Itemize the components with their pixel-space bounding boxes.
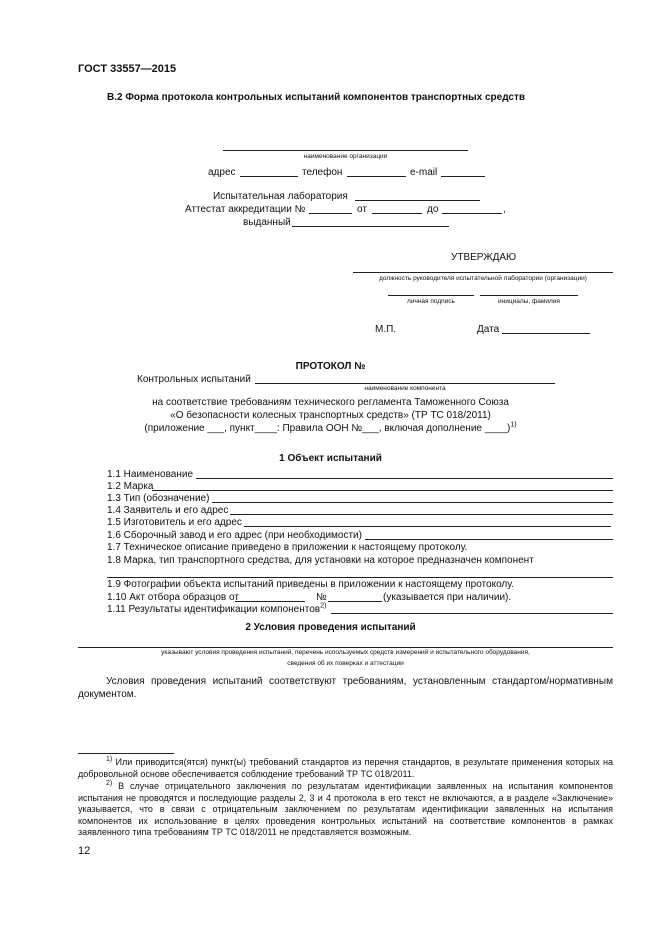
item-1-2: 1.2 Марка — [107, 481, 154, 492]
date-line — [502, 333, 590, 334]
issued-label: выданный — [243, 217, 291, 228]
footnote-ref-2: 2) — [320, 602, 327, 610]
compliance-line-3-text: (приложение ___, пункт____: Правила ООН №___, включая дополнение ____) — [144, 423, 511, 434]
item-1-10-number-line — [328, 601, 382, 602]
item-1-1-line — [196, 478, 613, 479]
issued-line — [292, 226, 449, 227]
item-1-10-date-line — [235, 601, 305, 602]
email-label: e-mail — [410, 167, 438, 178]
item-1-8-line — [107, 577, 613, 578]
footnote-1-marker: 1) — [106, 756, 113, 763]
signature-caption: личная подпись — [407, 298, 455, 305]
date-label: Дата — [477, 324, 500, 335]
item-1-5: 1.5 Изготовитель и его адрес — [107, 517, 242, 528]
footnote-1 — [78, 757, 613, 780]
item-1-5-line — [244, 526, 611, 527]
address-line — [240, 176, 298, 177]
item-1-7: 1.7 Техническое описание приведено в приложении к настоящему протоколу. — [107, 542, 468, 553]
item-1-11-line — [331, 613, 613, 614]
section-1-title: 1 Объект испытаний — [279, 453, 382, 464]
org-name-line — [223, 150, 468, 151]
protocol-title: ПРОТОКОЛ № — [295, 361, 366, 372]
signature-line — [388, 295, 474, 296]
item-1-10: 1.10 Акт отбора образцов от — [107, 592, 239, 603]
footnote-ref-1: 1) — [510, 421, 517, 429]
conditions-line — [78, 647, 613, 648]
approval-title: УТВЕРЖДАЮ — [451, 252, 517, 263]
phone-label: телефон — [302, 167, 343, 178]
item-1-4-line — [230, 514, 613, 515]
phone-line — [347, 176, 406, 177]
footnote-2-text: В случае отрицательного заключения по результатам идентификации заявленных на испытания компонентов испытания не проводятся и последующие разделы 2, 3 и 4 протокола в его текст не включаются, а в разделе «Заключение» указывается, что в связи с отрицательным заключением по результатам идентификации заявленных на испытания компонентов их использование в целях проведения контрольных испытаний на соответствие компонентов в рамках заявленного типа требованиям ТР ТС 018/2011 не представляется возможным. — [78, 781, 613, 837]
item-1-2-line — [152, 490, 613, 491]
item-1-6: 1.6 Сборочный завод и его адрес (при необходимости) — [107, 530, 362, 541]
item-1-3: 1.3 Тип (обозначение) — [107, 493, 210, 504]
email-line — [441, 176, 485, 177]
item-1-6-line — [365, 539, 613, 540]
tests-label: Контрольных испытаний — [137, 374, 251, 385]
component-caption: наименование компонента — [364, 385, 446, 392]
item-1-8: 1.8 Марка, тип транспортного средства, для установки на которое предназначен компонент — [107, 555, 534, 566]
address-label: адрес — [208, 167, 236, 178]
item-1-4: 1.4 Заявитель и его адрес — [107, 505, 229, 516]
accreditation-to-label: до — [427, 204, 439, 215]
page-number: 12 — [78, 845, 91, 857]
item-1-10-number-label: № — [316, 592, 327, 603]
item-1-9: 1.9 Фотографии объекта испытаний приведены в приложении к настоящему протоколу. — [107, 579, 515, 590]
initials-caption: инициалы, фамилия — [498, 298, 560, 305]
standard-id: ГОСТ 33557—2015 — [78, 63, 177, 75]
stamp-label: М.П. — [375, 324, 397, 335]
footnote-1-text: Или приводится(ятся) пункт(ы) требований стандартов из перечня стандартов, в результате применения которых на добровольной основе обеспечивается соблюдение требований ТР ТС 018/2011. — [78, 757, 613, 779]
compliance-line-3 — [0, 423, 661, 435]
accreditation-from-label: от — [357, 204, 367, 215]
section-2-title: 2 Условия проведения испытаний — [245, 622, 416, 633]
accreditation-comma: , — [503, 204, 506, 215]
item-1-11-text: 1.11 Результаты идентификации компонентов — [107, 604, 321, 615]
lab-line — [355, 200, 480, 201]
position-caption: должность руководителя испытательной лаборатории (организации) — [379, 275, 587, 282]
footnote-2-marker: 2) — [106, 780, 113, 787]
lab-label: Испытательная лаборатория — [213, 191, 348, 202]
accreditation-from-line — [372, 213, 422, 214]
accreditation-number-line — [309, 213, 352, 214]
item-1-1: 1.1 Наименование — [107, 469, 194, 480]
footnote-2 — [78, 781, 613, 839]
item-1-3-line — [212, 502, 613, 503]
position-line — [353, 272, 613, 273]
conditions-caption-2: сведения об их поверках и аттестации — [287, 660, 404, 667]
accreditation-label: Аттестат аккредитации № — [185, 204, 306, 215]
conditions-paragraph: Условия проведения испытаний соответствуют требованиям, установленным стандартом/нормативным документом. — [78, 676, 613, 700]
component-line — [255, 383, 555, 384]
initials-line — [480, 295, 578, 296]
footnote-separator — [78, 753, 174, 754]
item-1-10-note: (указывается при наличии). — [383, 592, 512, 603]
compliance-line-2: «О безопасности колесных транспортных средств» (ТР ТС 018/2011) — [170, 410, 491, 421]
org-name-caption: наименование организации — [303, 153, 388, 160]
item-1-11 — [107, 604, 326, 616]
conditions-caption-1: указывают условия проведения испытаний, перечень используемых средств измерений и испытательного оборудования, — [161, 649, 530, 656]
section-title: В.2 Форма протокола контрольных испытаний компонентов транспортных средств — [107, 92, 526, 103]
compliance-line-1: на соответствие требованиям технического регламента Таможенного Союза — [152, 397, 509, 408]
accreditation-to-line — [442, 213, 502, 214]
